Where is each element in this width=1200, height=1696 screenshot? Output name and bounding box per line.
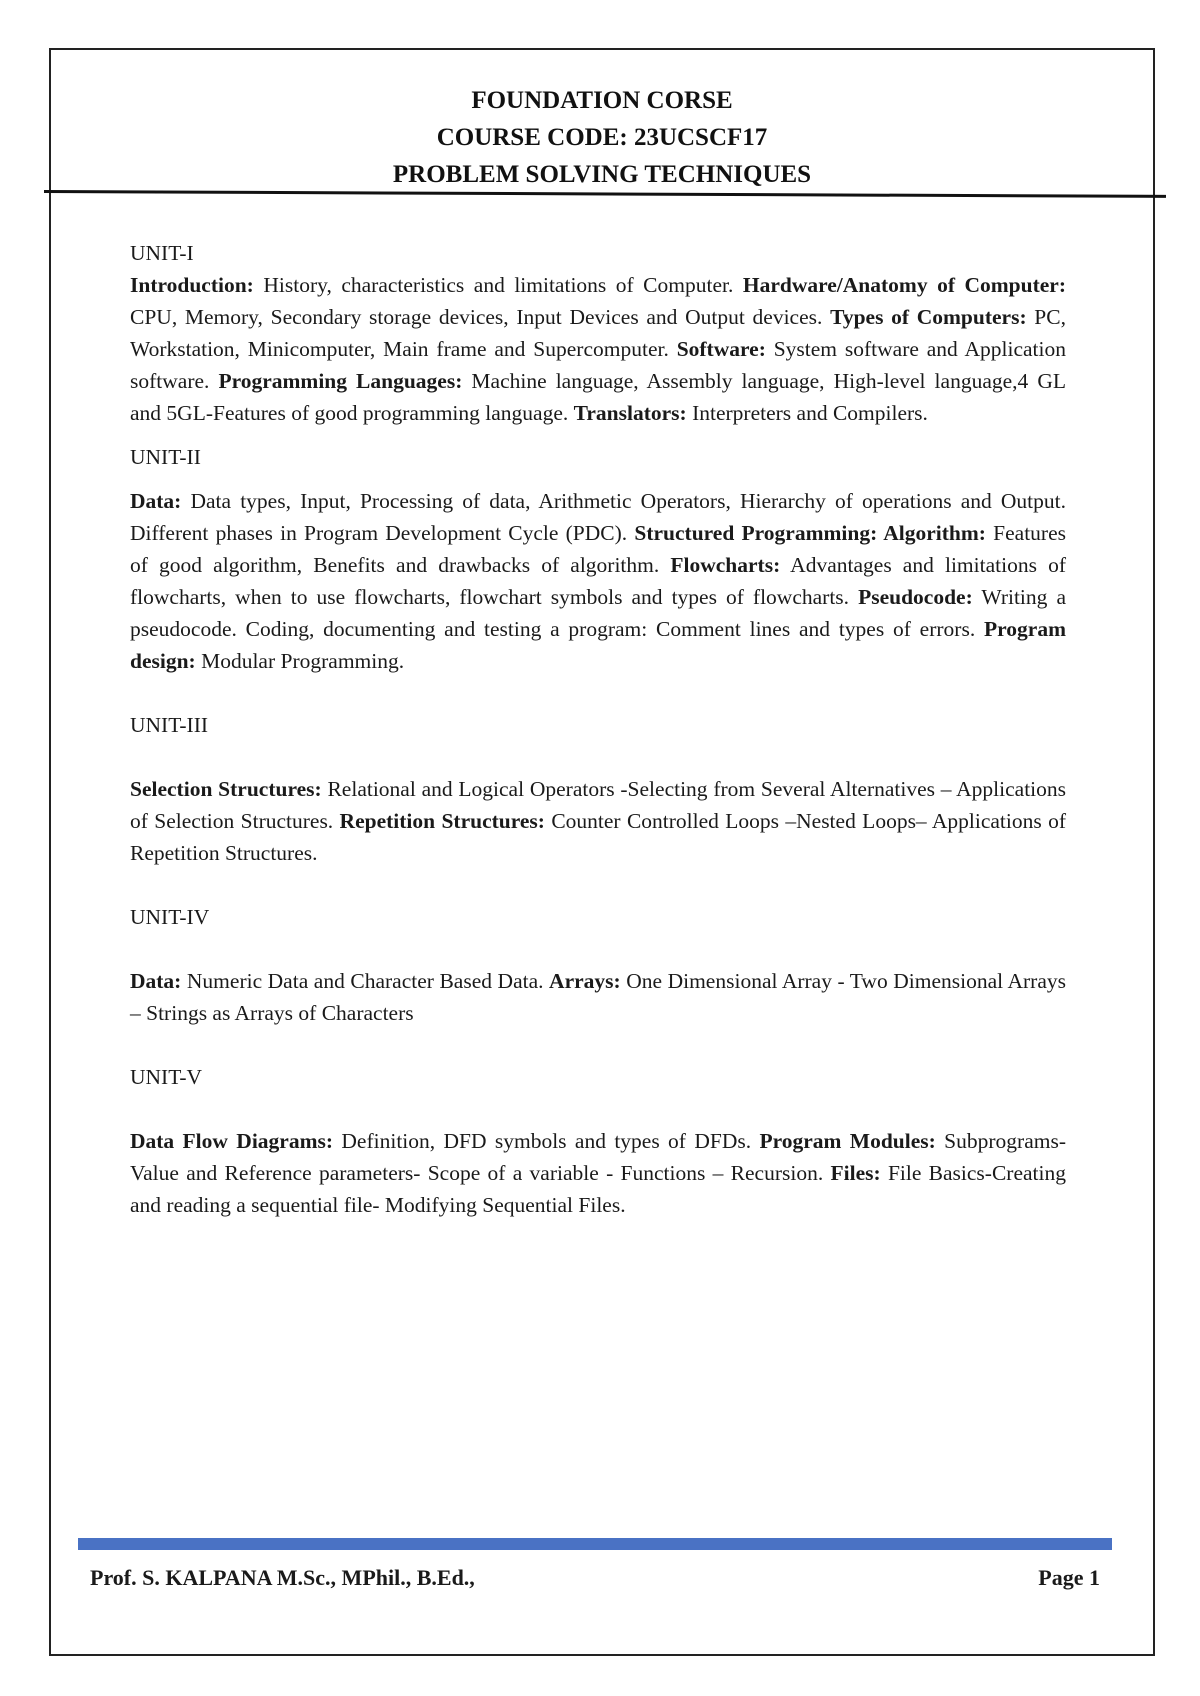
document-header: [49, 82, 1155, 193]
topic-text: One Dimensional Array - Two Dimensional Arrays – Strings as Arrays of Characters: [130, 969, 1066, 1025]
unit-4-section: [130, 901, 1066, 1029]
unit-title: UNIT-I: [130, 241, 194, 265]
unit-title: UNIT-V: [130, 1065, 203, 1089]
unit-5-section: [130, 1061, 1066, 1221]
topic-text: History, characteristics and limitations of Computer.: [253, 273, 743, 297]
unit-title: UNIT-II: [130, 445, 201, 469]
topic-heading: Hardware/Anatomy of Computer:: [742, 273, 1066, 297]
topic-heading: Data:: [130, 969, 182, 993]
topic-text: System software and Application software.: [130, 337, 1066, 393]
syllabus-content: [130, 237, 1066, 1221]
topic-text: CPU, Memory, Secondary storage devices, Input Devices and Output devices.: [130, 305, 831, 329]
topic-heading: Program design:: [130, 617, 1066, 673]
footer-author: Prof. S. KALPANA M.Sc., MPhil., B.Ed.,: [90, 1565, 475, 1590]
topic-heading: Data Flow Diagrams:: [130, 1129, 334, 1153]
topic-heading: Arrays:: [549, 969, 621, 993]
unit-body: [130, 485, 1066, 677]
page-footer: [90, 1563, 1100, 1593]
topic-text: Subprograms-Value and Reference parameters- Scope of a variable - Functions – Recursion.: [130, 1129, 1066, 1185]
unit-2-section: [130, 441, 1066, 677]
unit-1-section: [130, 237, 1066, 429]
topic-text: Machine language, Assembly language, High-level language,4 GL and 5GL-Features of good programming language.: [130, 369, 1066, 425]
topic-heading: Files:: [830, 1161, 881, 1185]
topic-heading: Flowcharts:: [670, 553, 781, 577]
topic-text: Relational and Logical Operators -Selecting from Several Alternatives – Applications of Selection Structures.: [130, 777, 1067, 833]
topic-text: Numeric Data and Character Based Data.: [181, 969, 550, 993]
header-course-title: PROBLEM SOLVING TECHNIQUES: [392, 161, 812, 188]
topic-text: Features of good algorithm, Benefits and drawbacks of algorithm.: [130, 521, 1067, 577]
topic-heading: Pseudocode:: [858, 585, 973, 609]
topic-heading: Introduction:: [130, 273, 254, 297]
topic-text: File Basics-Creating and reading a sequential file- Modifying Sequential Files.: [130, 1161, 1066, 1217]
topic-text: Advantages and limitations of flowcharts, when to use flowcharts, flowchart symbols and types of flowcharts.: [130, 553, 1066, 609]
header-course-type: FOUNDATION CORSE: [471, 87, 733, 114]
topic-text: Modular Programming.: [195, 649, 405, 673]
unit-body: [130, 965, 1066, 1029]
unit-body: [130, 1125, 1066, 1221]
topic-heading: Structured Programming: Algorithm:: [634, 521, 986, 545]
unit-body: [130, 773, 1066, 869]
page-number: Page 1: [1038, 1565, 1100, 1590]
topic-text: Counter Controlled Loops –Nested Loops– Applications of Repetition Structures.: [130, 809, 1066, 865]
topic-heading: Repetition Structures:: [339, 809, 545, 833]
topic-heading: Types of Computers:: [830, 305, 1027, 329]
unit-body: [130, 269, 1066, 429]
unit-title: UNIT-III: [130, 713, 209, 737]
topic-text: Interpreters and Compilers.: [686, 401, 928, 425]
topic-heading: Software:: [676, 337, 766, 361]
footer-bar: [78, 1538, 1112, 1550]
topic-text: Definition, DFD symbols and types of DFDs.: [333, 1129, 760, 1153]
unit-3-section: [130, 709, 1066, 869]
topic-text: Data types, Input, Processing of data, Arithmetic Operators, Hierarchy of operations and Output. Different phases in Program Development Cycle (PDC).: [130, 489, 1066, 545]
topic-text: PC, Workstation, Minicomputer, Main frame and Supercomputer.: [130, 305, 1066, 361]
topic-heading: Selection Structures:: [130, 777, 322, 801]
topic-heading: Translators:: [573, 401, 687, 425]
topic-heading: Program Modules:: [759, 1129, 936, 1153]
header-course-code: COURSE CODE: 23UCSCF17: [436, 124, 768, 151]
unit-title: UNIT-IV: [130, 905, 210, 929]
topic-text: Writing a pseudocode. Coding, documenting and testing a program: Comment lines and types of errors.: [130, 585, 1066, 641]
topic-heading: Data:: [130, 489, 182, 513]
topic-heading: Programming Languages:: [218, 369, 463, 393]
